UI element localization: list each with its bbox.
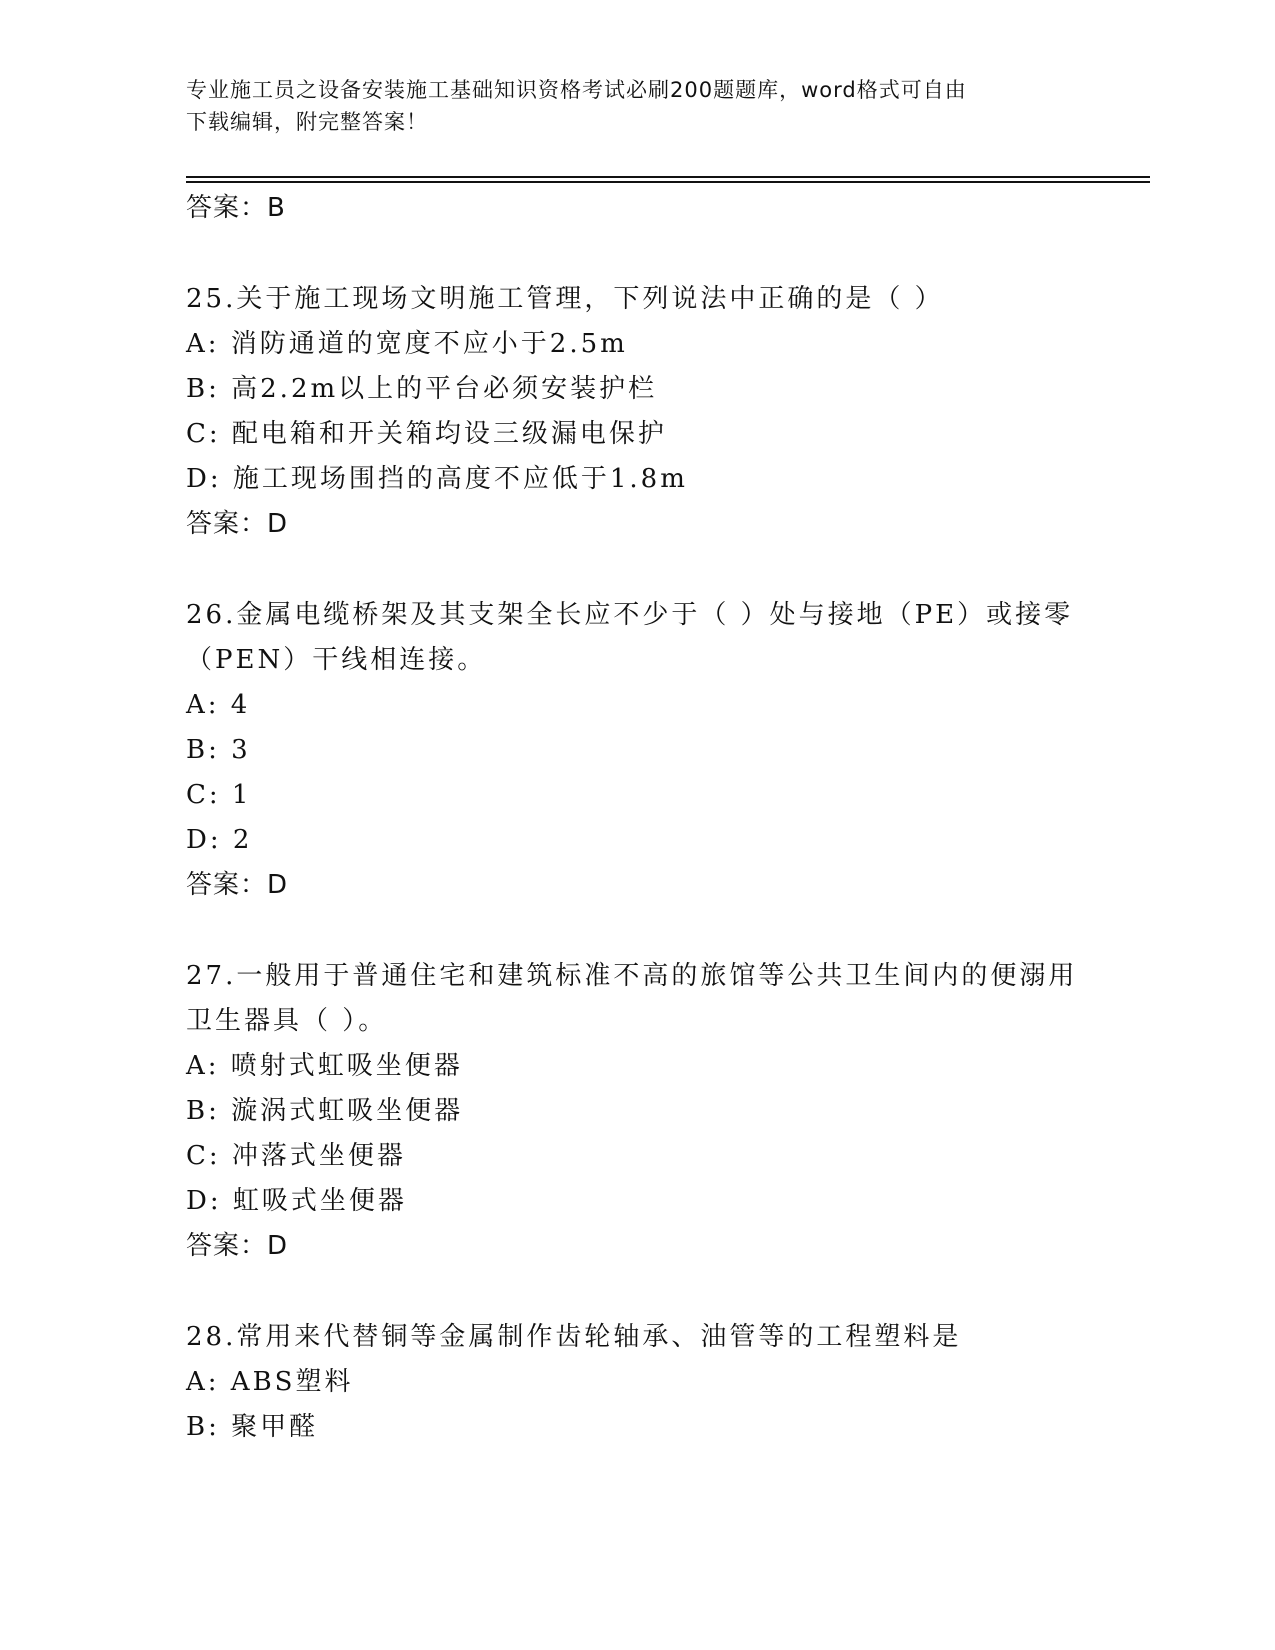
q25-option-d: D: 施工现场围挡的高度不应低于1.8m <box>186 464 688 494</box>
q26-answer: 答案：D <box>186 870 289 900</box>
q28-option-b: B: 聚甲醛 <box>186 1412 319 1442</box>
q25-option-c: C: 配电箱和开关箱均设三级漏电保护 <box>186 419 667 449</box>
question-27-cont: 卫生器具（ ）。 <box>186 1006 388 1036</box>
question-27: 27.一般用于普通住宅和建筑标准不高的旅馆等公共卫生间内的便溺用 <box>186 961 1078 991</box>
header-line-2: 下载编辑，附完整答案！ <box>186 110 428 134</box>
q26-option-a: A: 4 <box>186 690 251 720</box>
q25-answer: 答案：D <box>186 509 289 539</box>
header-rule-bottom <box>186 181 1150 183</box>
question-25: 25.关于施工现场文明施工管理，下列说法中正确的是（ ） <box>186 284 944 314</box>
q25-option-a: A: 消防通道的宽度不应小于2.5m <box>186 329 628 359</box>
question-26: 26.金属电缆桥架及其支架全长应不少于（ ）处与接地（PE）或接零 <box>186 600 1074 630</box>
q27-answer: 答案：D <box>186 1231 289 1261</box>
q27-option-d: D: 虹吸式坐便器 <box>186 1186 407 1216</box>
q27-option-a: A: 喷射式虹吸坐便器 <box>186 1051 463 1081</box>
q25-option-b: B: 高2.2m以上的平台必须安装护栏 <box>186 374 658 404</box>
document-header <box>186 74 1066 138</box>
q26-option-d: D: 2 <box>186 825 253 855</box>
question-26-cont: （PEN）干线相连接。 <box>186 645 487 675</box>
question-28: 28.常用来代替铜等金属制作齿轮轴承、油管等的工程塑料是 <box>186 1322 962 1352</box>
q26-option-c: C: 1 <box>186 780 252 810</box>
q27-option-c: C: 冲落式坐便器 <box>186 1141 406 1171</box>
header-line-1: 专业施工员之设备安装施工基础知识资格考试必刷200题题库，word格式可自由 <box>186 78 967 102</box>
header-rule-top <box>186 176 1150 178</box>
q28-option-a: A: ABS塑料 <box>186 1367 354 1397</box>
q27-option-b: B: 漩涡式虹吸坐便器 <box>186 1096 464 1126</box>
q26-option-b: B: 3 <box>186 735 251 765</box>
answer-line: 答案：B <box>186 193 286 223</box>
